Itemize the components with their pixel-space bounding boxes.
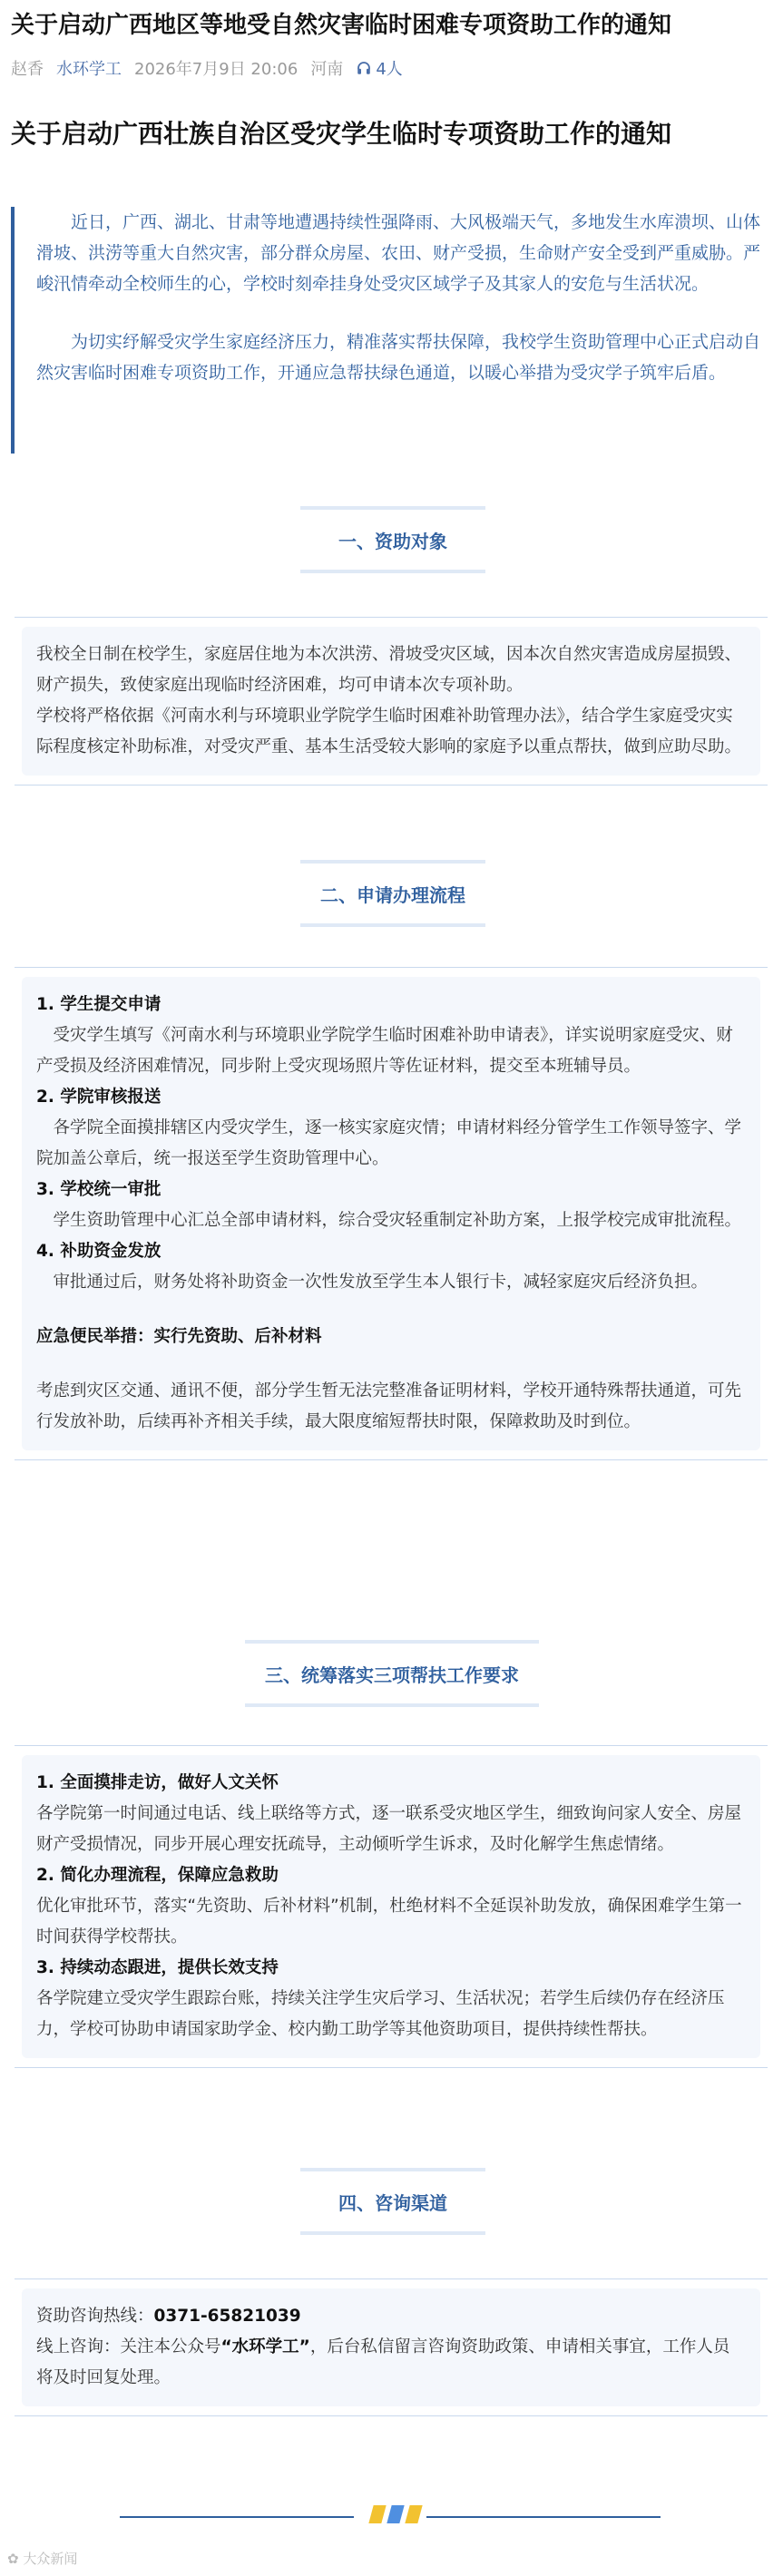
article-meta: [11, 56, 403, 80]
article-subtitle: 关于启动广西壮族自治区受灾学生临时专项资助工作的通知: [11, 119, 672, 149]
step-text: 各学院全面摸排辖区内受灾学生，逐一核实家庭灾情；申请材料经分管学生工作领导签字、学院加盖公章后，统一报送至学生资助管理中心。: [36, 1118, 742, 1168]
section-heading-requirements: 三、统筹落实三项帮扶工作要求: [245, 1640, 539, 1707]
watermark: [7, 2549, 77, 2568]
online-line: [36, 2332, 746, 2394]
section-box-requirements: [15, 1745, 768, 2068]
listener-count: 4人: [376, 60, 403, 79]
footer-bar: [368, 2505, 386, 2523]
section-heading-recipients: 一、资助对象: [300, 506, 485, 573]
hotline-label: 资助咨询热线：: [36, 2307, 154, 2326]
online-prefix: 线上咨询：关注本公众号: [36, 2337, 221, 2356]
hotline-number[interactable]: 0371-65821039: [153, 2307, 301, 2326]
footer-divider-left: [120, 2516, 354, 2518]
author-name: 赵香: [11, 60, 44, 79]
step-title: 1. 学生提交申请: [36, 995, 161, 1014]
item-title: 1. 全面摸排走访，做好人文关怀: [36, 1773, 279, 1792]
page-title: 关于启动广西地区等地受自然灾害临时困难专项资助工作的通知: [11, 12, 672, 39]
publish-datetime: 2026年7月9日 20:06: [134, 60, 299, 79]
section-heading-contact: 四、咨询渠道: [300, 2168, 485, 2235]
section-box-contact: [15, 2278, 768, 2416]
emergency-text: 考虑到灾区交通、通讯不便，部分学生暂无法完整准备证明材料，学校开通特殊帮扶通道，可先行发放补助，后续再补齐相关手续，最大限度缩短帮扶时限，保障救助及时到位。: [36, 1381, 742, 1431]
watermark-icon: ✿: [7, 2551, 19, 2567]
section-heading-process: 二、申请办理流程: [300, 860, 485, 927]
step-title: 3. 学校统一审批: [36, 1180, 161, 1199]
step-text: 受灾学生填写《河南水利与环境职业学院学生临时困难补助申请表》，详实说明家庭受灾、财产受损及经济困难情况，同步附上受灾现场照片等佐证材料，提交至本班辅导员。: [36, 1026, 733, 1076]
online-account[interactable]: “水环学工”: [220, 2337, 310, 2356]
item-title: 3. 持续动态跟进，提供长效支持: [36, 1958, 279, 1977]
item-text: 各学院第一时间通过电话、线上联络等方式，逐一联系受灾地区学生，细致询问家人安全、房屋财产受损情况，同步开展心理安抚疏导，主动倾听学生诉求，及时化解学生焦虑情绪。: [36, 1804, 742, 1854]
intro-paragraph: 为切实纾解受灾学生家庭经济压力，精准落实帮扶保障，我校学生资助管理中心正式启动自然灾害临时困难专项资助工作，开通应急帮扶绿色通道，以暖心举措为受灾学子筑牢后盾。: [36, 332, 761, 383]
footer-bars: [371, 2505, 420, 2523]
hotline-line: [36, 2301, 746, 2332]
emergency-title: 应急便民举措：实行先资助、后补材料: [36, 1327, 322, 1346]
item-text: 优化审批环节，落实“先资助、后补材料”机制，杜绝材料不全延误补助发放，确保困难学生第一时间获得学校帮扶。: [36, 1897, 742, 1947]
section-box-recipients: [15, 617, 768, 785]
footer-bar: [405, 2505, 422, 2523]
headphones-icon: [356, 60, 372, 76]
step-text: 学生资助管理中心汇总全部申请材料，综合受灾轻重制定补助方案，上报学校完成审批流程。: [53, 1211, 742, 1230]
footer-divider-right: [426, 2516, 661, 2518]
paragraph: 学校将严格依据《河南水利与环境职业学院学生临时困难补助管理办法》，结合学生家庭受灾实际程度核定补助标准，对受灾严重、基本生活受较大影响的家庭予以重点帮扶，做到应助尽助。: [36, 707, 742, 756]
section-box-process: [15, 967, 768, 1460]
footer-bar: [387, 2505, 404, 2523]
paragraph: 我校全日制在校学生，家庭居住地为本次洪涝、滑坡受灾区域，因本次自然灾害造成房屋损毁、财产损失，致使家庭出现临时经济困难，均可申请本次专项补助。: [36, 645, 742, 695]
publish-location: 河南: [310, 60, 344, 79]
watermark-text: 大众新闻: [23, 2551, 78, 2567]
step-text: 审批通过后，财务处将补助资金一次性发放至学生本人银行卡，减轻家庭灾后经济负担。: [53, 1273, 709, 1292]
item-title: 2. 简化办理流程，保障应急救助: [36, 1866, 279, 1885]
online-suffix: ，后台私信留言咨询资助政策、申请相关事宜，工作人员将及时回复处理。: [36, 2337, 730, 2387]
intro-paragraph: 近日，广西、湖北、甘肃等地遭遇持续性强降雨、大风极端天气，多地发生水库溃坝、山体滑坡、洪涝等重大自然灾害，部分群众房屋、农田、财产受损，生命财产安全受到严重威胁。严峻汛情牵动全校师生的心，学校时刻牵挂身处受灾区域学子及其家人的安危与生活状况。: [36, 212, 761, 294]
listen-button[interactable]: [356, 56, 402, 80]
intro-quote: [11, 207, 769, 454]
step-title: 4. 补助资金发放: [36, 1242, 161, 1261]
account-link[interactable]: 水环学工: [56, 60, 122, 79]
step-title: 2. 学院审核报送: [36, 1088, 161, 1107]
item-text: 各学院建立受灾学生跟踪台账，持续关注学生灾后学习、生活状况；若学生后续仍存在经济压力，学校可协助申请国家助学金、校内勤工助学等其他资助项目，提供持续性帮扶。: [36, 1989, 725, 2039]
